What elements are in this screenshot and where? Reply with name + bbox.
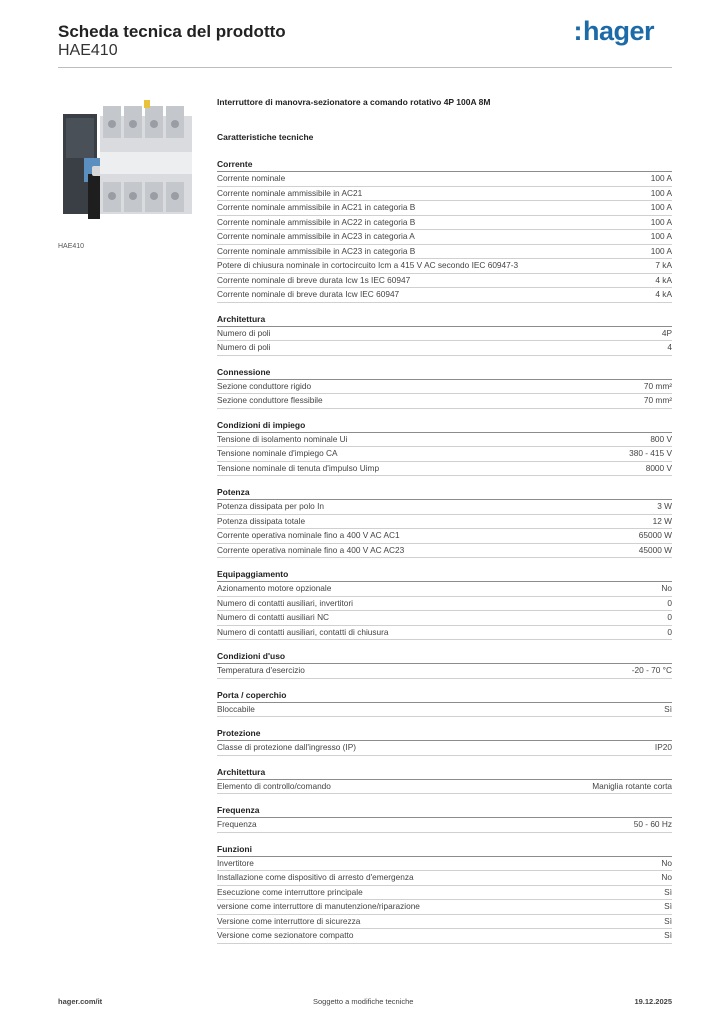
section-title: Connessione: [217, 366, 672, 380]
spec-value: 65000 W: [638, 530, 672, 540]
spec-row: [217, 288, 672, 303]
spec-label: Potenza dissipata per polo In: [217, 501, 325, 511]
spec-row: [217, 274, 672, 289]
section-title: Porta / coperchio: [217, 689, 672, 703]
spec-row: [217, 380, 672, 395]
spec-label: Tensione di isolamento nominale Ui: [217, 433, 348, 444]
spec-label: Invertitore: [217, 857, 254, 868]
spec-row: [217, 780, 672, 795]
section-title: Architettura: [217, 313, 672, 327]
spec-value: 7 kA: [655, 260, 672, 270]
spec-label: Corrente operativa nominale fino a 400 V AC AC1: [217, 530, 400, 540]
spec-value: 100 A: [650, 173, 672, 183]
spec-row: [217, 245, 672, 260]
spec-sections: [217, 158, 672, 944]
spec-label: Corrente nominale ammissibile in AC23 in categoria A: [217, 231, 415, 241]
spec-content: [217, 96, 672, 944]
spec-value: 100 A: [650, 187, 672, 198]
spec-value: 3 W: [657, 501, 672, 511]
spec-label: Corrente nominale ammissibile in AC23 in categoria B: [217, 245, 416, 256]
spec-row: [217, 741, 672, 756]
product-code: HAE410: [58, 42, 118, 59]
spec-row: [217, 462, 672, 477]
spec-row: [217, 433, 672, 448]
spec-label: Elemento di controllo/comando: [217, 780, 331, 791]
spec-value: 12 W: [652, 515, 672, 526]
spec-value: Sì: [664, 886, 672, 897]
spec-section: [217, 650, 672, 679]
section-title: Corrente: [217, 158, 672, 172]
spec-label: Corrente nominale: [217, 173, 286, 183]
spec-row: [217, 394, 672, 409]
hager-logo: :hager: [573, 16, 654, 46]
spec-value: Sì: [664, 930, 672, 940]
spec-value: 70 mm²: [643, 380, 672, 391]
section-title: Condizioni d'uso: [217, 650, 672, 664]
spec-row: [217, 886, 672, 901]
spec-label: Sezione conduttore flessibile: [217, 395, 323, 405]
spec-label: Numero di contatti ausiliari NC: [217, 612, 330, 622]
spec-section: [217, 366, 672, 409]
spec-value: 50 - 60 Hz: [633, 819, 672, 829]
product-description: Interruttore di manovra-sezionatore a comando rotativo 4P 100A 8M: [217, 97, 491, 107]
spec-value: Maniglia rotante corta: [592, 780, 672, 791]
section-title: Architettura: [217, 766, 672, 780]
spec-value: Sì: [664, 901, 672, 911]
spec-label: Tensione nominale di tenuta d'impulso Uimp: [217, 462, 380, 473]
spec-row: [217, 544, 672, 559]
spec-value: IP20: [654, 742, 672, 752]
spec-row: [217, 500, 672, 515]
spec-section: [217, 843, 672, 944]
section-title: Equipaggiamento: [217, 568, 672, 582]
spec-value: 0: [667, 612, 672, 622]
spec-value: Sì: [664, 703, 672, 714]
spec-label: Temperatura d'esercizio: [217, 665, 305, 675]
section-title: Condizioni di impiego: [217, 419, 672, 433]
spec-value: 8000 V: [645, 462, 672, 473]
footer-date: 19.12.2025: [634, 997, 672, 1006]
spec-section: [217, 419, 672, 477]
document-title: Scheda tecnica del prodotto: [58, 22, 286, 41]
spec-label: Numero di contatti ausiliari, contatti di chiusura: [217, 626, 389, 637]
spec-subheading: Caratteristiche tecniche: [217, 132, 314, 142]
spec-row: [217, 201, 672, 216]
spec-value: No: [661, 583, 672, 593]
spec-section: [217, 804, 672, 833]
spec-section: [217, 568, 672, 640]
spec-row: [217, 611, 672, 626]
spec-value: 800 V: [650, 433, 672, 444]
spec-value: No: [661, 857, 672, 868]
spec-row: [217, 216, 672, 231]
spec-value: 4P: [661, 327, 672, 338]
spec-label: Potere di chiusura nominale in cortocircuito Icm a 415 V AC secondo IEC 60947-3: [217, 260, 519, 270]
spec-row: [217, 818, 672, 833]
spec-row: [217, 664, 672, 679]
spec-row: [217, 929, 672, 944]
spec-value: 100 A: [650, 245, 672, 256]
document-header: [58, 22, 286, 60]
spec-value: No: [661, 872, 672, 882]
spec-row: [217, 626, 672, 641]
spec-section: [217, 766, 672, 795]
spec-value: 4 kA: [655, 274, 672, 285]
spec-label: versione come interruttore di manutenzione/riparazione: [217, 901, 420, 911]
spec-label: Tensione nominale d'impiego CA: [217, 448, 338, 458]
spec-label: Numero di poli: [217, 327, 271, 338]
spec-section: [217, 486, 672, 558]
spec-row: [217, 915, 672, 930]
spec-row: [217, 187, 672, 202]
spec-label: Potenza dissipata totale: [217, 515, 306, 526]
spec-value: 0: [667, 626, 672, 637]
image-caption: HAE410: [58, 243, 85, 250]
spec-section: [217, 689, 672, 718]
section-title: Funzioni: [217, 843, 672, 857]
spec-value: -20 - 70 °C: [631, 665, 672, 675]
spec-label: Corrente nominale ammissibile in AC21: [217, 187, 363, 198]
spec-label: Corrente nominale ammissibile in AC21 in categoria B: [217, 202, 416, 212]
spec-row: [217, 172, 672, 187]
spec-section: [217, 727, 672, 756]
footer-note: Soggetto a modifiche tecniche: [313, 997, 414, 1006]
spec-row: [217, 230, 672, 245]
spec-value: 100 A: [650, 202, 672, 212]
spec-label: Esecuzione come interruttore principale: [217, 886, 363, 897]
logo-text: hager: [582, 16, 654, 46]
spec-label: Bloccabile: [217, 703, 255, 714]
spec-label: Versione come interruttore di sicurezza: [217, 915, 361, 926]
spec-row: [217, 597, 672, 612]
header-divider: [58, 67, 672, 68]
spec-row: [217, 529, 672, 544]
section-title: Frequenza: [217, 804, 672, 818]
spec-row: [217, 259, 672, 274]
spec-row: [217, 900, 672, 915]
spec-section: [217, 313, 672, 356]
spec-row: [217, 871, 672, 886]
spec-row: [217, 447, 672, 462]
spec-label: Installazione come dispositivo di arresto d'emergenza: [217, 872, 414, 882]
footer-website[interactable]: hager.com/it: [58, 997, 103, 1006]
spec-label: Classe di protezione dall'ingresso (IP): [217, 742, 357, 752]
spec-row: [217, 857, 672, 872]
product-image: [58, 96, 201, 232]
spec-label: Corrente nominale di breve durata Icw IEC 60947: [217, 289, 400, 299]
spec-label: Sezione conduttore rigido: [217, 380, 312, 391]
spec-row: [217, 582, 672, 597]
spec-label: Versione come sezionatore compatto: [217, 930, 354, 940]
spec-label: Azionamento motore opzionale: [217, 583, 332, 593]
spec-value: 100 A: [650, 231, 672, 241]
spec-row: [217, 327, 672, 342]
spec-row: [217, 341, 672, 356]
spec-value: 0: [667, 597, 672, 608]
spec-section: [217, 158, 672, 303]
spec-value: 70 mm²: [643, 395, 672, 405]
spec-label: Corrente operativa nominale fino a 400 V AC AC23: [217, 544, 405, 555]
spec-value: 45000 W: [638, 544, 672, 555]
spec-label: Frequenza: [217, 819, 257, 829]
spec-value: Sì: [664, 915, 672, 926]
section-title: Potenza: [217, 486, 672, 500]
spec-row: [217, 515, 672, 530]
spec-value: 100 A: [650, 216, 672, 227]
spec-value: 4: [667, 342, 672, 352]
spec-value: 380 - 415 V: [629, 448, 672, 458]
spec-row: [217, 703, 672, 718]
section-title: Protezione: [217, 727, 672, 741]
spec-label: Numero di poli: [217, 342, 271, 352]
spec-label: Corrente nominale di breve durata Icw 1s IEC 60947: [217, 274, 411, 285]
spec-label: Numero di contatti ausiliari, invertitori: [217, 597, 354, 608]
spec-value: 4 kA: [655, 289, 672, 299]
spec-label: Corrente nominale ammissibile in AC22 in categoria B: [217, 216, 416, 227]
